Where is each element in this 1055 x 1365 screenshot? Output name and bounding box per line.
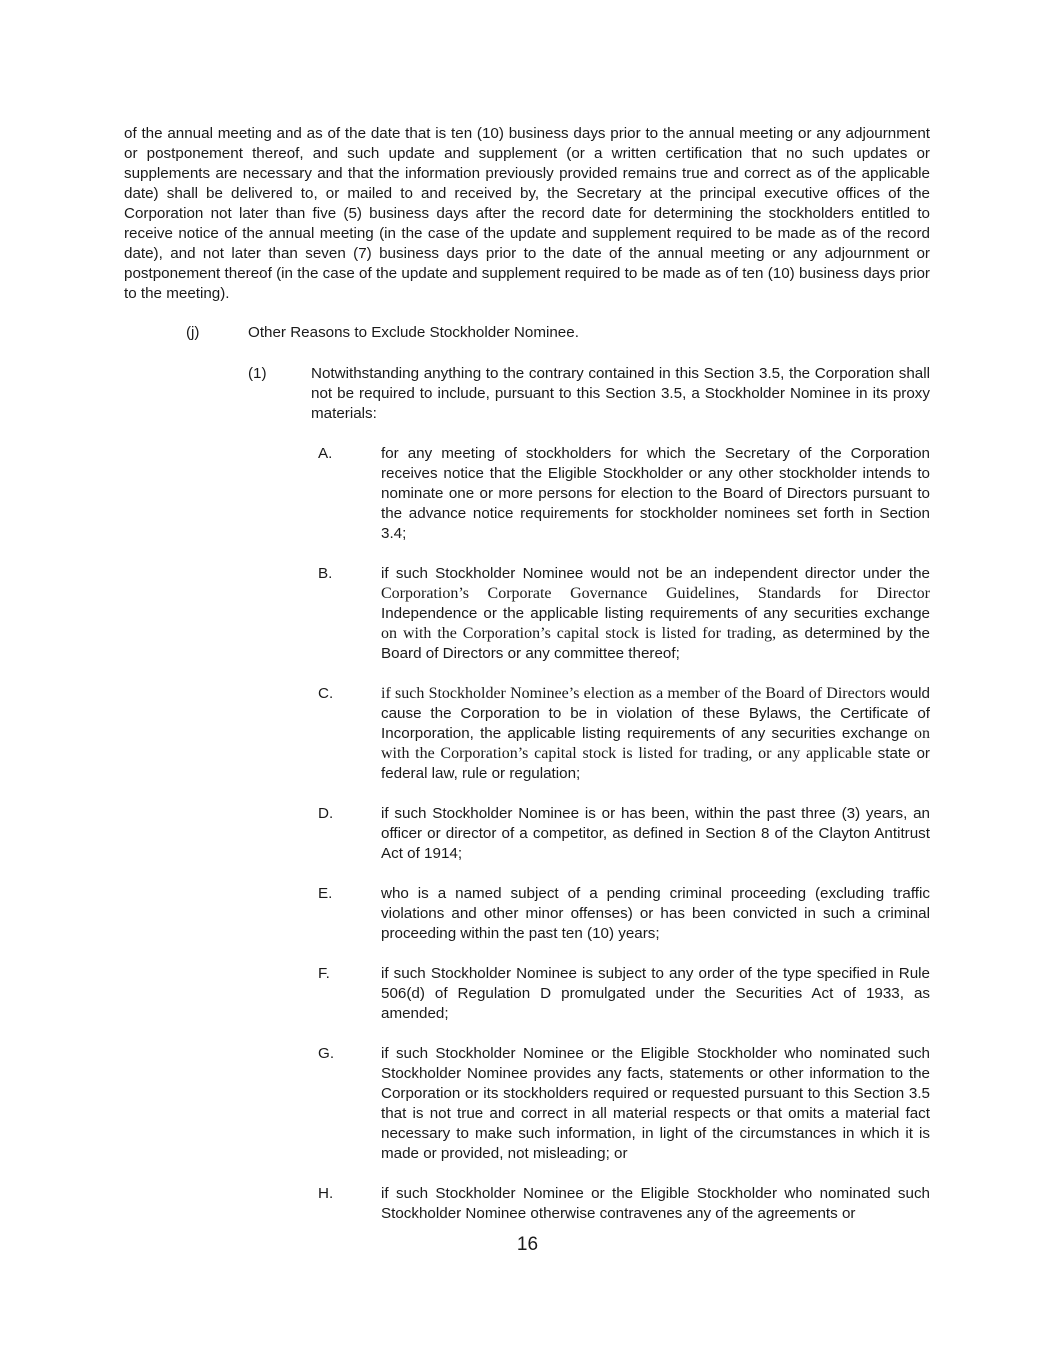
item-label: H. bbox=[318, 1185, 334, 1202]
section-label: (j) bbox=[186, 324, 200, 341]
item-text: if such Stockholder Nominee is subject to any order of the type specified in Rule 506(d) of Regulation D promulgated under the Securities Act of 1933, as amended; bbox=[381, 965, 930, 1022]
item-text bbox=[381, 564, 930, 664]
item-label: C. bbox=[318, 685, 334, 702]
item-label: B. bbox=[318, 565, 333, 582]
item-text-line: on with the Corporation’s capital stock is listed for trading, bbox=[381, 625, 777, 642]
item-text-line: on with the Corporation’s capital stock is listed for trading, or any applicable bbox=[381, 725, 930, 762]
item-text-line: if such Stockholder Nominee would not be an independent director under the bbox=[381, 565, 930, 582]
subsection-text: Notwithstanding anything to the contrary contained in this Section 3.5, the Corporation shall not be required to include, pursuant to this Section 3.5, a Stockholder Nominee in its proxy materials: bbox=[311, 365, 930, 422]
item-text: who is a named subject of a pending criminal proceeding (excluding traffic violations and other minor offenses) or has been convicted in such a criminal proceeding within the past ten (10) years; bbox=[381, 885, 930, 942]
item-text-line: if such Stockholder Nominee’s election as a member of the Board of Directors bbox=[381, 685, 886, 702]
item-label: E. bbox=[318, 885, 333, 902]
subsection-label: (1) bbox=[248, 365, 267, 382]
item-text-line: Independence or the applicable listing requirements of any securities exchange bbox=[381, 605, 930, 622]
intro-paragraph: of the annual meeting and as of the date that is ten (10) business days prior to the annual meeting or any adjournment or postponement thereof, and such update and supplement (or a written certification that no such updates or supplements are necessary and that the information previously provided remains true and correct as of the applicable date) shall be delivered to, or mailed to and received by, the Secretary at the principal executive offices of the Corporation not later than five (5) business days after the record date for determining the stockholders entitled to receive notice of the annual meeting (in the case of the update and supplement required to be made as of the record date), and not later than seven (7) business days prior to the date of the annual meeting or any adjournment or postponement thereof (in the case of the update and supplement required to be made as of ten (10) business days prior to the meeting). bbox=[124, 125, 930, 302]
item-text-line: Corporation’s Corporate Governance Guidelines, Standards for Director bbox=[381, 585, 930, 602]
item-label: F. bbox=[318, 965, 330, 982]
page-number: 16 bbox=[516, 1234, 539, 1255]
item-label: A. bbox=[318, 445, 333, 462]
item-text: if such Stockholder Nominee or the Eligible Stockholder who nominated such Stockholder Nominee otherwise contravenes any of the agreements or bbox=[381, 1185, 930, 1222]
item-text-line: would cause the Corporation to be in violation of these Bylaws, the Certificate of Incorporation, the applicable listing requirements of any securities exchange bbox=[381, 685, 930, 742]
item-text: for any meeting of stockholders for which the Secretary of the Corporation receives notice that the Eligible Stockholder or any other stockholder intends to nominate one or more persons for election to the Board of Directors pursuant to the advance notice requirements for stockholder nominees set forth in Section 3.4; bbox=[381, 445, 930, 542]
item-text-line: as determined by the Board of Directors or any committee thereof; bbox=[381, 625, 930, 662]
item-text: if such Stockholder Nominee is or has been, within the past three (3) years, an officer or director of a competitor, as defined in Section 8 of the Clayton Antitrust Act of 1914; bbox=[381, 805, 930, 862]
item-text: if such Stockholder Nominee or the Eligible Stockholder who nominated such Stockholder Nominee provides any facts, statements or other information to the Corporation or its stockholders required or requested pursuant to this Section 3.5 that is not true and correct in all material respects or that omits a material fact necessary to make such information, in light of the circumstances in which it is made or provided, not misleading; or bbox=[381, 1045, 930, 1162]
item-text bbox=[381, 684, 930, 784]
item-text-line: state or federal law, rule or regulation; bbox=[381, 745, 930, 782]
item-label: G. bbox=[318, 1045, 335, 1062]
item-label: D. bbox=[318, 805, 334, 822]
section-title: Other Reasons to Exclude Stockholder Nominee. bbox=[248, 324, 579, 341]
